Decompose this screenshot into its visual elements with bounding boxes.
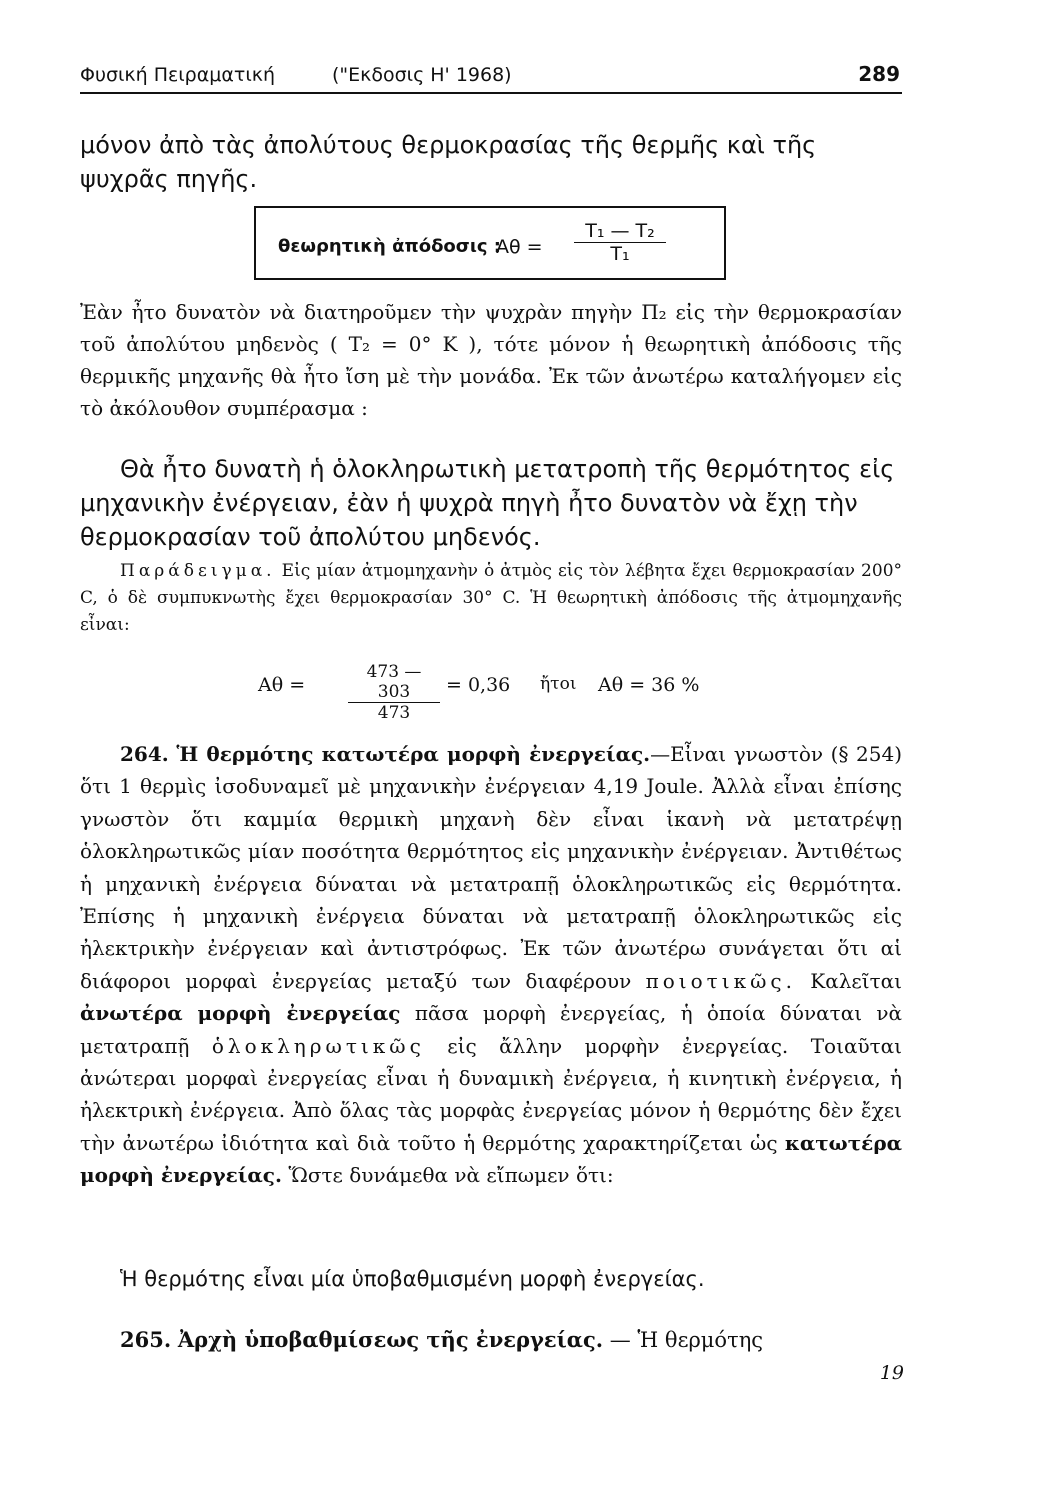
edition-note: ("Εκδοσις Η' 1968) xyxy=(332,64,512,86)
example-label: Παράδειγμα. xyxy=(120,561,276,581)
running-header xyxy=(80,58,902,94)
formula-box xyxy=(254,206,726,280)
section-264-spaced-2: ὁλοκληρωτικῶς xyxy=(211,1033,425,1058)
example-text: Εἰς μίαν ἀτμομηχανὴν ὁ ἀτμὸς εἰς τὸν λέβητα ἔχει θερμοκρασίαν 200° C, ὁ δὲ συμπυκνωτὴς ἔχει θερμοκρασίαν 30° C. Ἡ θεωρητικὴ ἀπόδοσις τῆς ἀτμομηχανῆς εἶναι: xyxy=(80,561,903,635)
section-264-text-3: πᾶσα μορφὴ ἐνεργείας, ἡ ὁποία δύναται νὰ μετατραπῇ xyxy=(80,1001,903,1058)
section-264 xyxy=(80,738,902,1192)
section-264-bold-1: ἀνωτέρα μορφὴ ἐνεργείας xyxy=(80,1001,401,1026)
section-264-text-5: Ὥστε δυνάμεθα νὰ εἴπωμεν ὅτι: xyxy=(288,1163,614,1188)
efficiency-fraction xyxy=(574,220,666,265)
section-264-bold-2: κατωτέρα μορφὴ ἐνεργείας. xyxy=(80,1130,903,1188)
calc-lhs: Aθ = xyxy=(258,674,306,696)
section-265-number: 265. xyxy=(120,1327,172,1352)
calc-numerator: 473 — 303 xyxy=(348,662,440,703)
calc-fraction xyxy=(348,662,440,723)
calc-result: = 0,36 xyxy=(446,674,511,696)
degradation-statement: Ἡ θερμότης εἶναι μία ὑποβαθμισμένη μορφὴ ἐνεργείας. xyxy=(120,1267,705,1291)
section-264-spaced-1: ποιοτικῶς. xyxy=(645,968,796,993)
section-265-text: — Ἡ θερμότης xyxy=(609,1328,764,1352)
page-number: 289 xyxy=(858,62,900,86)
section-264-text-2: Καλεῖται xyxy=(810,968,903,993)
example-calculation xyxy=(258,662,738,723)
calc-final: Aθ = 36 % xyxy=(598,674,700,696)
section-265-heading: Ἀρχὴ ὑποβαθμίσεως τῆς ἐνεργείας. xyxy=(177,1327,604,1352)
example-paragraph xyxy=(80,558,902,639)
calc-denominator: 473 xyxy=(377,703,411,723)
section-264-text-1: —Εἶναι γνωστὸν (§ 254) ὅτι 1 θερμὶς ἰσοδυναμεῖ μὲ μηχανικὴν ἐνέργειαν 4,19 Joule. Ἀλλὰ εἶναι ἐπίσης γνωστὸν ὅτι καμμία θερμικὴ μηχανὴ δὲν εἶναι ἱκανὴ νὰ μετατρέψῃ ὁλοκληρωτικῶς μίαν ποσότητα θερμότητος εἰς μηχανικὴν ἐνέργειαν. Ἀντιθέτως ἡ μηχανικὴ ἐνέργεια δύναται νὰ μετατραπῇ ὁλοκληρωτικῶς εἰς θερμότητα. Ἐπίσης ἡ μηχανικὴ ἐνέργεια δύναται νὰ μετατραπῇ ὁλοκληρωτικῶς εἰς ἠλεκτρικὴν ἐνέργειαν καὶ ἀντιστρόφως. Ἐκ τῶν ἀνωτέρω συνάγεται ὅτι αἱ διάφοροι μορφαὶ ἐνεργείας μεταξύ των διαφέρουν xyxy=(80,742,903,993)
signature-mark: 19 xyxy=(879,1362,904,1384)
conclusion-paragraph: Θὰ ἦτο δυνατὴ ἡ ὁλοκληρωτικὴ μετατροπὴ τῆς θερμότητος εἰς μηχανικὴν ἐνέργειαν, ἐὰν ἡ ψυχρὰ πηγὴ ἦτο δυνατὸν νὰ ἔχῃ τὴν θερμοκρασίαν τοῦ ἀπολύτου μηδενός. xyxy=(80,455,895,551)
section-264-heading: Ἡ θερμότης κατωτέρα μορφὴ ἐνεργείας. xyxy=(176,742,651,766)
intro-line: μόνον ἀπὸ τὰς ἀπολύτους θερμοκρασίας τῆς θερμῆς καὶ τῆς ψυχρᾶς πηγῆς. xyxy=(80,131,817,193)
section-264-text-4: εἰς ἄλλην μορφὴν ἐνεργείας. Τοιαῦται ἀνώτεραι μορφαὶ ἐνεργείας εἶναι ἡ δυναμικὴ ἐνέργεια, ἡ κινητικὴ ἐνέργεια, ἡ ἠλεκτρικὴ ἐνέργεια. Ἀπὸ ὅλας τὰς μορφὰς ἐνεργείας μόνον ἡ θερμότης δὲν ἔχει τὴν ἀνωτέρω ἰδιότητα καὶ διὰ τοῦτο ἡ θερμότης χαρακτηρίζεται ὡς xyxy=(80,1033,903,1155)
calc-connector: ἤτοι xyxy=(540,674,577,694)
running-title: Φυσική Πειραματική xyxy=(80,64,275,86)
fraction-denominator: T₁ xyxy=(610,243,630,265)
formula-lhs: Aθ = xyxy=(496,236,543,258)
formula-label: θεωρητικὴ ἀπόδοσις : xyxy=(278,236,501,257)
section-265 xyxy=(120,1324,902,1356)
section-264-number: 264. xyxy=(120,742,169,766)
paragraph-absolute-zero: Ἐὰν ἦτο δυνατὸν νὰ διατηροῦμεν τὴν ψυχρὰν πηγὴν Π₂ εἰς τὴν θερμοκρασίαν τοῦ ἀπολύτου μηδενὸς ( T₂ = 0° K ), τότε μόνον ἡ θεωρητικὴ ἀπόδοσις τῆς θερμικῆς μηχανῆς θὰ ἦτο ἴση μὲ τὴν μονάδα. Ἐκ τῶν ἀνωτέρω καταλήγομεν εἰς τὸ ἀκόλουθον συμπέρασμα : xyxy=(80,300,902,420)
fraction-numerator: T₁ — T₂ xyxy=(574,220,666,243)
